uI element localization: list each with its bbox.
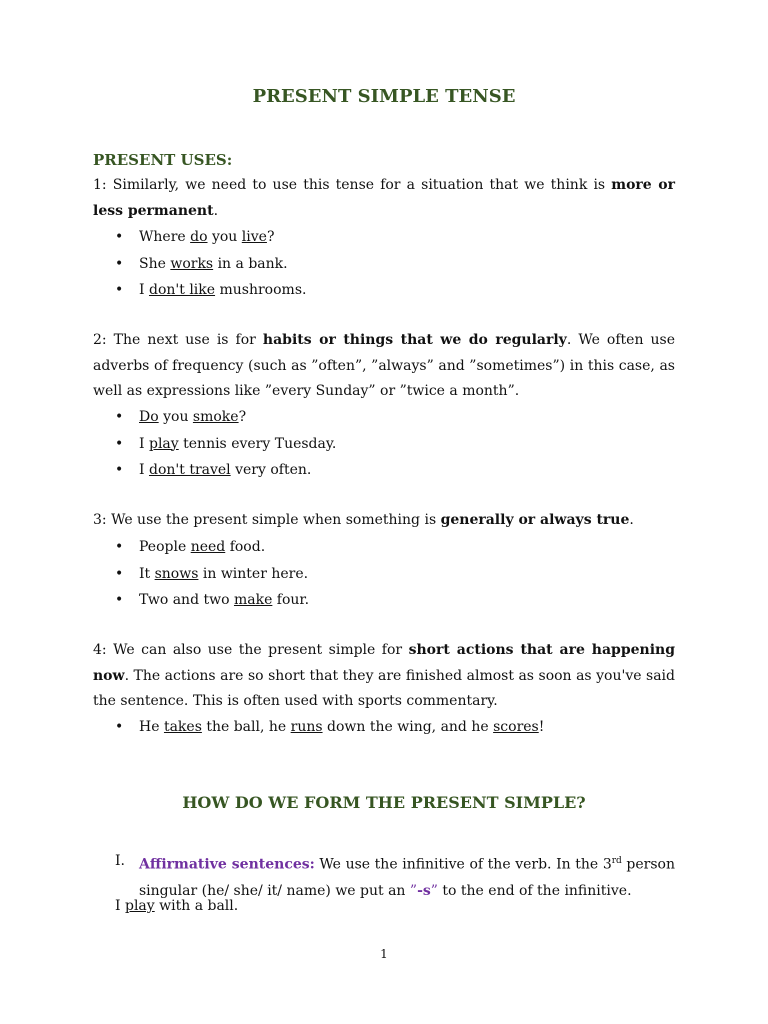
use-3-emphasis: generally or always true xyxy=(440,512,630,528)
use-4-examples xyxy=(93,714,544,741)
list-item: • I don't travel very often. xyxy=(93,457,336,484)
use-3-examples xyxy=(93,534,309,614)
use-1-emphasis: more or less permanent xyxy=(93,177,675,219)
use-1-paragraph: 1: Similarly, we need to use this tense for a situation that we think is more or less permanent. xyxy=(93,177,675,219)
use-2-paragraph: 2: The next use is for habits or things that we do regularly. We often use adverbs of frequency (such as ”often”, ”always” and ”sometimes”) in this case, as well as expressions like ”every Sunday” or ”twice a month”. xyxy=(93,332,676,399)
list-item: • He takes the ball, he runs down the wing, and he scores! xyxy=(93,714,544,741)
affirmative-label: Affirmative sentences: xyxy=(139,856,315,873)
use-2-examples xyxy=(93,404,336,484)
list-item: • People need food. xyxy=(93,534,309,561)
affirmative-section xyxy=(115,848,675,904)
affirmative-text: Affirmative sentences: We use the infinitive of the verb. In the 3rd person singular (he/ she/ it/ name) we put an ”-s” to the end of the infinitive. xyxy=(139,856,675,899)
list-item: • Two and two make four. xyxy=(93,587,309,614)
list-item: • I play tennis every Tuesday. xyxy=(93,431,336,458)
list-item: • She works in a bank. xyxy=(93,251,306,278)
section-numeral: I. xyxy=(115,853,125,869)
use-1-examples xyxy=(93,224,306,304)
use-4-emphasis: short actions that are happening now xyxy=(93,642,676,684)
list-item: • Where do you live? xyxy=(93,224,306,251)
use-4-paragraph: 4: We can also use the present simple for short actions that are happening now. The actions are so short that they are finished almost as soon as you've said the sentence. This is often used with sports commentary. xyxy=(93,642,676,709)
page-number: 1 xyxy=(380,947,388,961)
use-2-emphasis: habits or things that we do regularly xyxy=(262,332,567,348)
list-item: • Do you smoke? xyxy=(93,404,336,431)
page-title: PRESENT SIMPLE TENSE xyxy=(252,86,516,107)
list-item: • I don't like mushrooms. xyxy=(93,277,306,304)
form-heading: HOW DO WE FORM THE PRESENT SIMPLE? xyxy=(182,793,586,812)
list-item: • It snows in winter here. xyxy=(93,561,309,588)
example-line: I play with a ball. xyxy=(115,898,239,914)
suffix-s: -s xyxy=(417,882,431,899)
use-3-paragraph: 3: We use the present simple when something is generally or always true. xyxy=(93,512,634,528)
present-uses-heading: PRESENT USES: xyxy=(93,151,233,169)
